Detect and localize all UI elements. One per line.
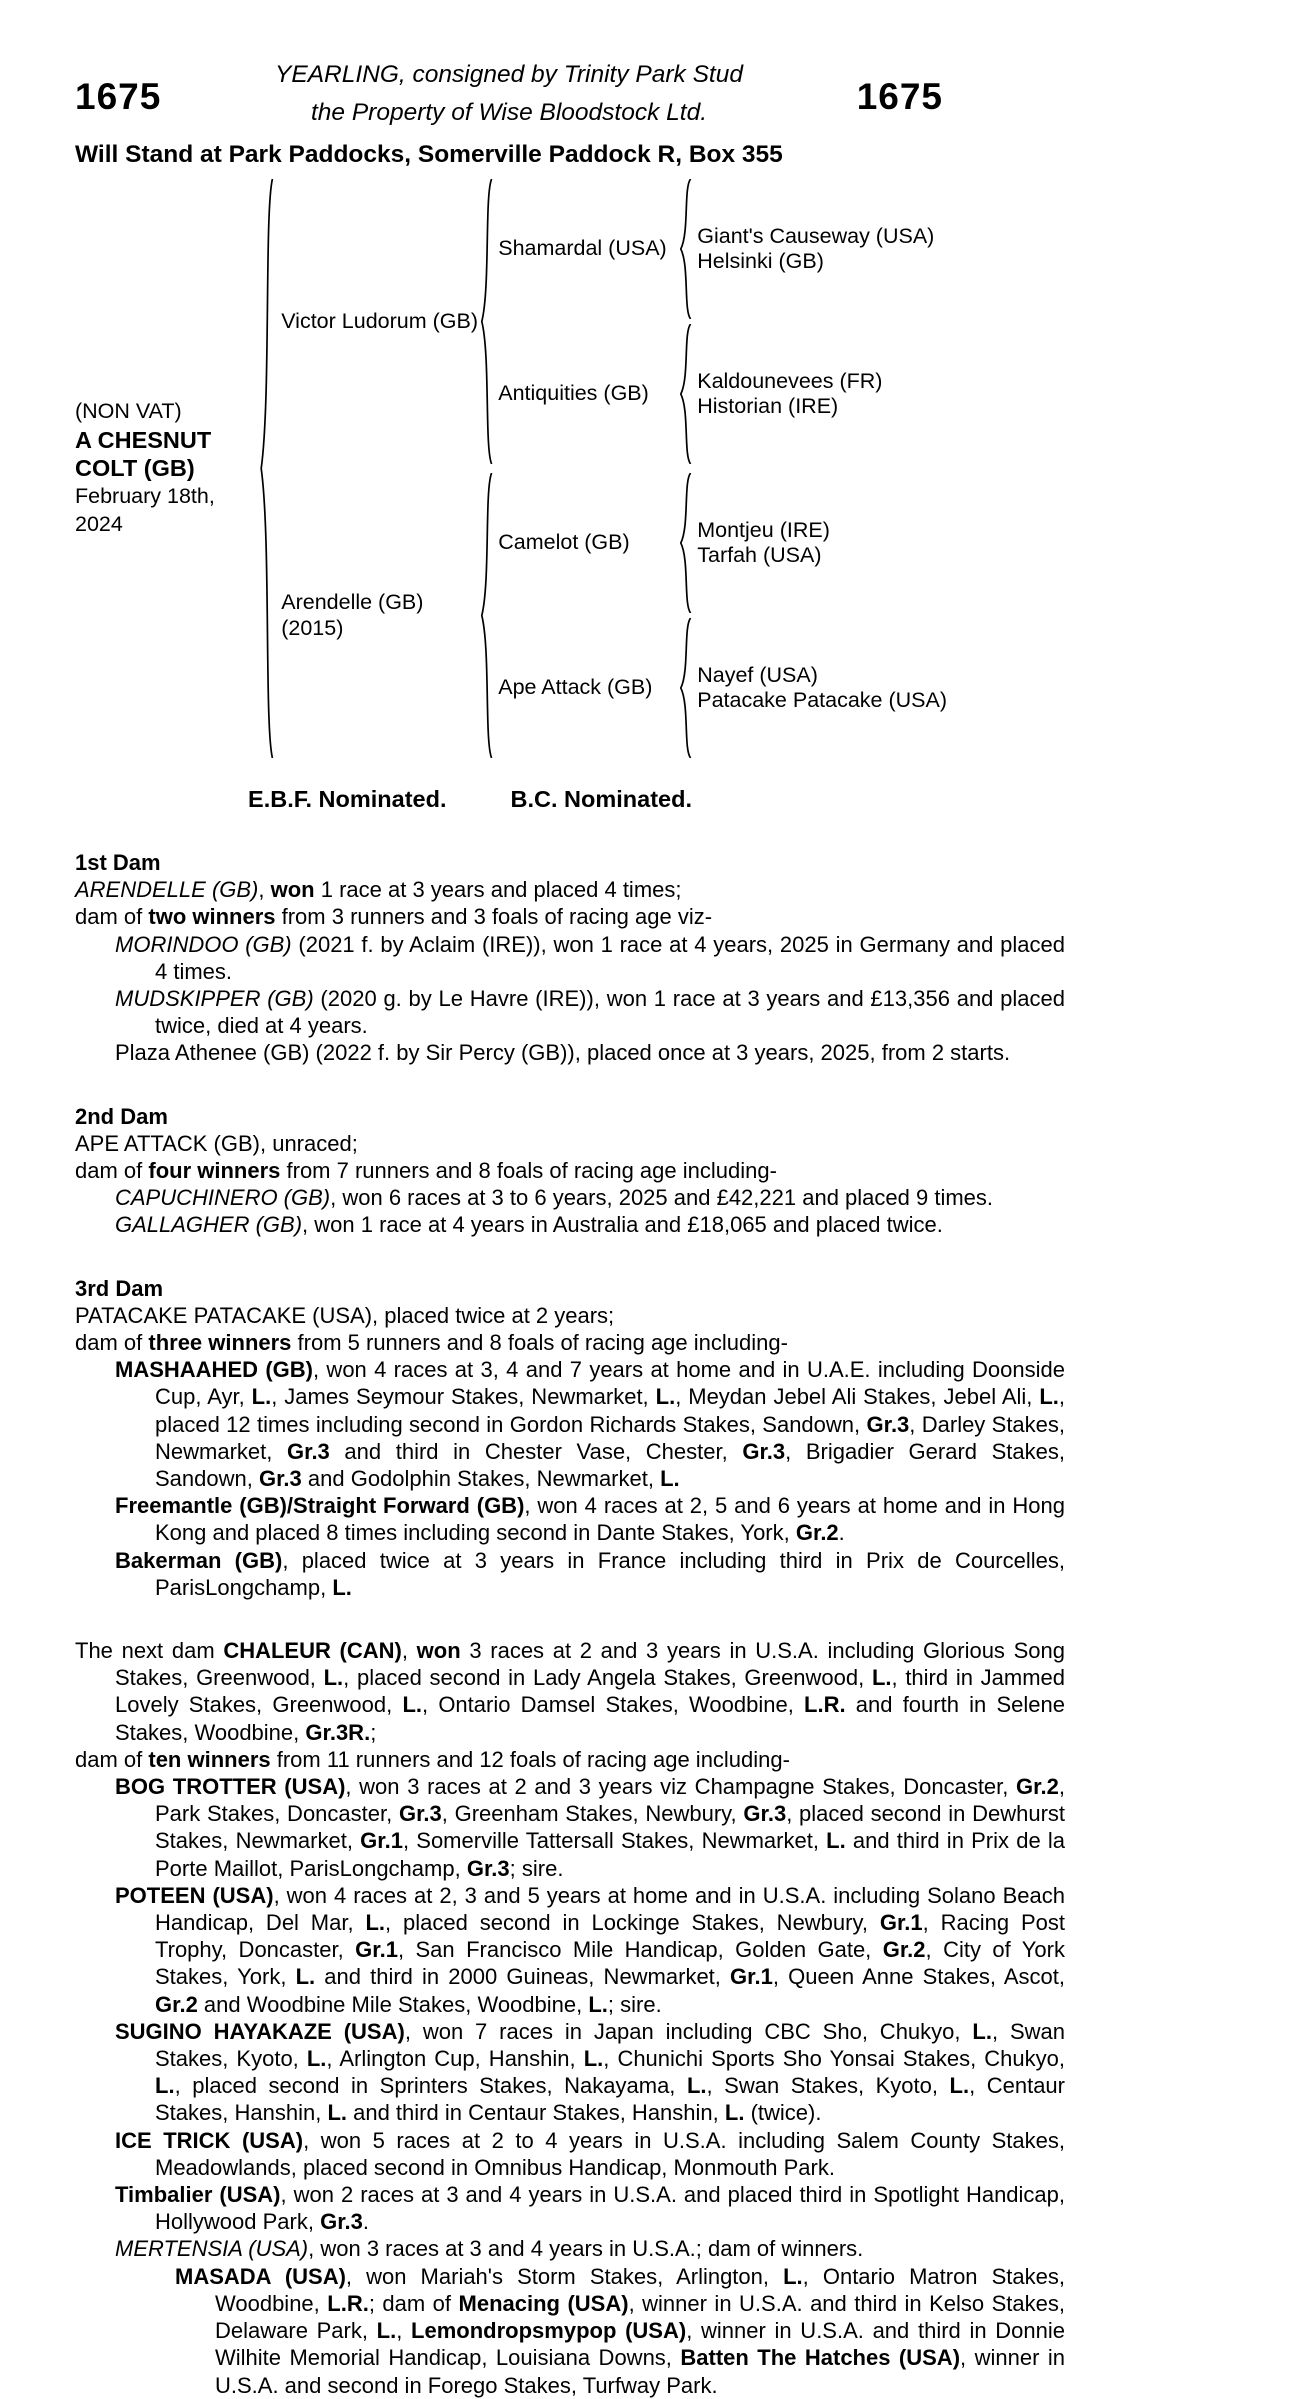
text-run: , won 5 races at 2 to 4 years in U.S.A. including Salem County Stakes, Meadowlands, placed second in Omnibus Handicap, Monmouth Park. bbox=[155, 2127, 1065, 2180]
text-run: POTEEN (USA) bbox=[115, 1882, 274, 1908]
text-run: , Ontario Matron Stakes, Woodbine, bbox=[215, 2263, 1065, 2316]
dam-year: (2015) bbox=[281, 616, 344, 641]
text-run: MORINDOO (GB) bbox=[115, 931, 292, 957]
catalog-paragraph bbox=[75, 2018, 1065, 2127]
text-run: four winners bbox=[148, 1157, 281, 1183]
dam-section bbox=[75, 1275, 1065, 1601]
lot-number-right: 1675 bbox=[856, 76, 943, 117]
text-run: two winners bbox=[148, 904, 276, 930]
text-run: , Brigadier Gerard Stakes, Sandown, bbox=[155, 1438, 1065, 1491]
bc-nominated-label: B.C. Nominated. bbox=[510, 785, 692, 812]
text-run: , won 7 races in Japan including CBC Sho, Chukyo, bbox=[404, 2018, 973, 2044]
text-run: Freemantle (GB)/Straight Forward (GB) bbox=[115, 1493, 525, 1519]
text-run: , placed second in Lockinge Stakes, Newbury, bbox=[385, 1910, 880, 1936]
text-run: from 5 runners and 8 foals of racing age including- bbox=[291, 1329, 788, 1355]
section-heading: 1st Dam bbox=[75, 849, 161, 875]
text-run: 3 races at 2 and 3 years in U.S.A. including Glorious Song Stakes, Greenwood, bbox=[115, 1638, 1065, 1691]
dam-name-text: Arendelle (GB) bbox=[281, 590, 424, 615]
catalog-paragraph bbox=[75, 1184, 1065, 1211]
catalog-paragraph bbox=[75, 1211, 1065, 1238]
great-granddam-name: Tarfah (USA) bbox=[697, 542, 822, 567]
text-run: , winner in U.S.A. and second in Forego Stakes, Turfway Park. bbox=[215, 2345, 1065, 2398]
text-run: , winner in U.S.A. and third in Kelso Stakes, Delaware Park, bbox=[215, 2290, 1065, 2344]
text-run: Gr.3 bbox=[742, 1438, 786, 1464]
maternal-granddam-branch bbox=[498, 618, 947, 758]
catalog-paragraph bbox=[75, 876, 1065, 903]
text-run: Lemondropsmypop (USA) bbox=[411, 2318, 687, 2344]
text-run: ARENDELLE (GB) bbox=[75, 877, 259, 903]
text-run: L. bbox=[402, 1692, 422, 1718]
text-run: L. bbox=[583, 2046, 604, 2072]
colt-info bbox=[75, 398, 256, 538]
text-run: Gr.3 bbox=[286, 1438, 330, 1464]
catalog-paragraph bbox=[75, 2235, 1065, 2262]
catalog-paragraph bbox=[75, 2181, 1065, 2235]
text-run: , Somerville Tattersall Stakes, Newmarket, bbox=[402, 1828, 827, 1854]
text-run: CHALEUR (CAN) bbox=[223, 1638, 402, 1664]
sire-parents bbox=[498, 179, 947, 464]
dam-brace-icon bbox=[479, 473, 493, 758]
great-granddam-name: Helsinki (GB) bbox=[697, 248, 824, 273]
text-run: , won 6 races at 3 to 6 years, 2025 and £42,221 and placed 9 times. bbox=[330, 1185, 994, 1211]
text-run: ; dam of bbox=[368, 2290, 459, 2316]
non-vat-note: (NON VAT) bbox=[75, 399, 182, 424]
pair-brace-icon bbox=[678, 179, 692, 319]
consignment-titles bbox=[161, 56, 856, 132]
text-run: , Racing Post Trophy, Doncaster, bbox=[155, 1910, 1066, 1963]
dam-section bbox=[75, 1637, 1065, 2399]
text-run: and third in Centaur Stakes, Hanshin, bbox=[347, 2100, 725, 2126]
text-run: , won Mariah's Storm Stakes, Arlington, bbox=[345, 2263, 784, 2289]
text-run: L. bbox=[783, 2263, 803, 2289]
pair-brace-icon bbox=[678, 618, 692, 758]
text-run: ; sire. bbox=[509, 1855, 564, 1881]
text-run: L. bbox=[871, 1665, 892, 1691]
text-run: , won 2 races at 3 and 4 years in U.S.A. and placed third in Spotlight Handicap, Hollywood Park, bbox=[155, 2182, 1066, 2235]
text-run: MASHAAHED (GB) bbox=[115, 1357, 313, 1383]
text-run: L. bbox=[724, 2100, 745, 2126]
maternal-grandsire-name: Camelot (GB) bbox=[498, 530, 630, 555]
text-run: , Centaur Stakes, Hanshin, bbox=[155, 2073, 1065, 2126]
text-run: L. bbox=[588, 1991, 608, 2017]
text-run: L. bbox=[972, 2018, 992, 2044]
lot-number-left: 1675 bbox=[75, 76, 162, 117]
text-run: ICE TRICK (USA) bbox=[115, 2127, 304, 2153]
text-run: APE ATTACK (GB), unraced; bbox=[75, 1130, 358, 1156]
text-run: Gr.3 bbox=[466, 1855, 510, 1881]
text-run: L. bbox=[327, 2100, 347, 2126]
catalog-paragraph bbox=[75, 1547, 1065, 1601]
text-run: , won 4 races at 3, 4 and 7 years at home and in U.A.E. including Doonside Cup, Ayr, bbox=[155, 1357, 1065, 1410]
text-run: L. bbox=[660, 1466, 680, 1491]
great-grandsire-name: Giant's Causeway (USA) bbox=[697, 223, 935, 248]
text-run: Gr.2 bbox=[1016, 1774, 1059, 1800]
text-run: , won 4 races at 2, 3 and 5 years at home and in U.S.A. including Solano Beach Handicap, Del Mar, bbox=[155, 1882, 1065, 1936]
text-run: MUDSKIPPER (GB) bbox=[115, 985, 314, 1011]
text-run: , Ontario Damsel Stakes, Woodbine, bbox=[422, 1692, 805, 1718]
text-run: (2020 g. by Le Havre (IRE)), won 1 race at 3 years and £13,356 and placed twice, died at 4 years. bbox=[155, 985, 1065, 1039]
text-run: L. bbox=[686, 2073, 707, 2099]
catalog-paragraph bbox=[75, 1637, 1065, 1746]
text-run: L. bbox=[306, 2046, 327, 2072]
text-run: ; sire. bbox=[607, 1991, 662, 2017]
great-grandsire-name: Montjeu (IRE) bbox=[697, 517, 830, 542]
text-run: , Park Stakes, Doncaster, bbox=[155, 1774, 1065, 1827]
catalog-paragraph bbox=[75, 2127, 1065, 2181]
text-run: (2021 f. by Aclaim (IRE)), won 1 race at 4 years, 2025 in Germany and placed 4 times. bbox=[155, 931, 1065, 984]
text-run: L. bbox=[323, 1665, 344, 1691]
text-run: L. bbox=[655, 1384, 676, 1410]
text-run: , Darley Stakes, Newmarket, bbox=[155, 1411, 1066, 1464]
sire-brace-icon bbox=[479, 179, 493, 464]
text-run: . bbox=[362, 2209, 370, 2235]
text-run: Gr.1 bbox=[879, 1910, 923, 1936]
text-run: L. bbox=[949, 2073, 970, 2099]
catalog-paragraph bbox=[75, 1773, 1065, 1882]
text-run: . bbox=[838, 1520, 845, 1546]
text-run: Gr.2 bbox=[795, 1520, 839, 1546]
text-run: , winner in U.S.A. and third in Donnie Wilhite Memorial Handicap, Louisiana Downs, bbox=[215, 2318, 1065, 2371]
text-run: , bbox=[258, 877, 271, 903]
catalog-paragraph bbox=[75, 931, 1065, 985]
nominations-line bbox=[75, 786, 865, 813]
section-heading: 3rd Dam bbox=[75, 1275, 164, 1301]
great-grandparents bbox=[697, 518, 947, 568]
text-run: (twice). bbox=[744, 2100, 822, 2126]
maternal-grandsire-branch bbox=[498, 473, 947, 613]
text-run: ten winners bbox=[148, 1746, 271, 1772]
text-run: 1 race at 3 years and placed 4 times; bbox=[314, 877, 682, 903]
text-run: and Godolphin Stakes, Newmarket, bbox=[301, 1466, 661, 1491]
text-run: L. bbox=[1039, 1384, 1059, 1410]
catalog-paragraph bbox=[75, 1356, 1065, 1492]
pair-brace-icon bbox=[678, 473, 692, 613]
paternal-granddam-name: Antiquities (GB) bbox=[498, 381, 649, 406]
text-run: MASADA (USA) bbox=[175, 2263, 346, 2289]
great-grandparents bbox=[697, 369, 947, 419]
text-run: L. bbox=[155, 2073, 175, 2099]
text-run: Gr.3 bbox=[258, 1466, 302, 1491]
great-grandsire-name: Nayef (USA) bbox=[697, 662, 818, 687]
paternal-grandsire-branch bbox=[498, 179, 947, 319]
dam-branch bbox=[281, 473, 947, 758]
text-run: from 7 runners and 8 foals of racing age including- bbox=[280, 1157, 777, 1183]
section-heading: 2nd Dam bbox=[75, 1103, 168, 1129]
text-run: , won 1 race at 4 years in Australia and £18,065 and placed twice. bbox=[302, 1212, 943, 1238]
colt-name: A CHESNUT COLT (GB) bbox=[75, 427, 212, 482]
catalog-paragraph bbox=[75, 1746, 1065, 1773]
text-run: Gr.1 bbox=[355, 1937, 398, 1963]
text-run: L.R. bbox=[327, 2290, 369, 2316]
text-run: L. bbox=[826, 1828, 846, 1854]
text-run: , Meydan Jebel Ali Stakes, Jebel Ali, bbox=[675, 1384, 1040, 1410]
text-run: The next dam bbox=[75, 1638, 224, 1664]
text-run: Bakerman (GB) bbox=[115, 1547, 283, 1573]
catalog-paragraph bbox=[75, 985, 1065, 1039]
text-run: , bbox=[401, 1638, 417, 1664]
text-run: , San Francisco Mile Handicap, Golden Gate, bbox=[397, 1937, 883, 1963]
text-run: , Greenham Stakes, Newbury, bbox=[441, 1801, 744, 1827]
text-run: , placed twice at 3 years in France including third in Prix de Courcelles, ParisLongchamp, bbox=[155, 1547, 1065, 1600]
property-line: the Property of Wise Bloodstock Ltd. bbox=[310, 98, 708, 126]
sire-branch bbox=[281, 179, 947, 464]
text-run: Gr.1 bbox=[730, 1964, 773, 1990]
text-run: , placed 12 times including second in Gordon Richards Stakes, Sandown, bbox=[155, 1384, 1066, 1437]
text-run: , Queen Anne Stakes, Ascot, bbox=[772, 1964, 1066, 1990]
text-run: Gr.3 bbox=[866, 1411, 910, 1437]
catalog-paragraph bbox=[75, 1302, 1065, 1329]
text-run: , won 3 races at 2 and 3 years viz Champagne Stakes, Doncaster, bbox=[345, 1774, 1017, 1800]
text-run: L.R. bbox=[804, 1692, 846, 1718]
text-run: , bbox=[396, 2318, 412, 2344]
text-run: Timbalier (USA) bbox=[115, 2182, 281, 2208]
text-run: from 11 runners and 12 foals of racing age including- bbox=[270, 1746, 790, 1772]
text-run: and Woodbine Mile Stakes, Woodbine, bbox=[197, 1991, 589, 2017]
text-run: dam of bbox=[75, 1157, 149, 1183]
catalog-paragraph bbox=[75, 903, 1065, 930]
paternal-granddam-branch bbox=[498, 324, 947, 464]
text-run: dam of bbox=[75, 904, 149, 930]
catalog-paragraph bbox=[75, 1492, 1065, 1546]
catalog-paragraph bbox=[75, 1882, 1065, 2018]
text-run: and third in Chester Vase, Chester, bbox=[329, 1438, 743, 1464]
great-granddam-name: Patacake Patacake (USA) bbox=[697, 687, 947, 712]
stand-location-line: Will Stand at Park Paddocks, Somerville Paddock R, Box 355 bbox=[75, 140, 783, 168]
pedigree-table bbox=[75, 179, 947, 758]
text-run: won bbox=[270, 877, 315, 903]
text-run: MERTENSIA (USA) bbox=[115, 2236, 309, 2262]
text-run: , Swan Stakes, Kyoto, bbox=[155, 2018, 1065, 2072]
ebf-nominated-label: E.B.F. Nominated. bbox=[248, 785, 447, 812]
great-grandparents bbox=[697, 224, 947, 274]
text-run: , placed second in Lady Angela Stakes, Greenwood, bbox=[343, 1665, 872, 1691]
text-run: , won 3 races at 3 and 4 years in U.S.A.; dam of winners. bbox=[308, 2236, 864, 2262]
text-run: L. bbox=[332, 1574, 352, 1600]
catalog-paragraph bbox=[75, 1157, 1065, 1184]
text-run: L. bbox=[376, 2318, 397, 2344]
text-run: Menacing (USA) bbox=[458, 2290, 629, 2316]
text-run: Gr.1 bbox=[360, 1828, 403, 1854]
text-run: , City of York Stakes, York, bbox=[155, 1937, 1065, 1990]
dam-section bbox=[75, 849, 1065, 1067]
text-run: L. bbox=[295, 1964, 316, 1990]
text-run: Gr.3R. bbox=[305, 1719, 371, 1745]
pair-brace-icon bbox=[678, 324, 692, 464]
text-run: Gr.2 bbox=[882, 1937, 926, 1963]
great-grandparents bbox=[697, 663, 947, 713]
text-run: , James Seymour Stakes, Newmarket, bbox=[271, 1384, 656, 1410]
pedigree-text-sections bbox=[75, 849, 1065, 2399]
text-run: SUGINO HAYAKAZE (USA) bbox=[115, 2018, 405, 2044]
page-header bbox=[75, 56, 943, 132]
text-run: dam of bbox=[75, 1329, 149, 1355]
text-run: and fourth in Selene Stakes, Woodbine, bbox=[115, 1692, 1065, 1745]
pedigree-main-brace-icon bbox=[258, 179, 274, 758]
text-run: from 3 runners and 3 foals of racing age viz- bbox=[275, 904, 713, 930]
text-run: PATACAKE PATACAKE (USA), placed twice at 2 years; bbox=[75, 1302, 615, 1328]
text-run: GALLAGHER (GB) bbox=[115, 1212, 303, 1238]
text-run: and third in 2000 Guineas, Newmarket, bbox=[315, 1964, 731, 1990]
catalog-paragraph bbox=[75, 1329, 1065, 1356]
text-run: won bbox=[416, 1638, 461, 1664]
text-run: L. bbox=[251, 1384, 272, 1410]
pedigree-tree bbox=[281, 179, 947, 758]
text-run: ; bbox=[370, 1719, 377, 1745]
text-run: , Chunichi Sports Sho Yonsai Stakes, Chukyo, bbox=[603, 2046, 1065, 2072]
text-run: , won 4 races at 2, 5 and 6 years at home and in Hong Kong and placed 8 times including second in Dante Stakes, York, bbox=[155, 1493, 1065, 1546]
text-run: CAPUCHINERO (GB) bbox=[115, 1185, 331, 1211]
catalog-paragraph bbox=[75, 1130, 1065, 1157]
text-run: L. bbox=[365, 1910, 386, 1936]
sire-name: Victor Ludorum (GB) bbox=[281, 309, 478, 334]
dam-name bbox=[281, 589, 479, 641]
catalog-paragraph bbox=[75, 2263, 1065, 2399]
text-run: Batten The Hatches (USA) bbox=[680, 2345, 961, 2371]
maternal-granddam-name: Ape Attack (GB) bbox=[498, 675, 653, 700]
text-run: Gr.3 bbox=[743, 1801, 787, 1827]
text-run: Plaza Athenee (GB) (2022 f. by Sir Percy (GB)), placed once at 3 years, 2025, from 2 starts. bbox=[115, 1040, 1011, 1066]
text-run: , Arlington Cup, Hanshin, bbox=[326, 2046, 584, 2072]
text-run: and third in Prix de la Porte Maillot, ParisLongchamp, bbox=[155, 1828, 1066, 1881]
great-grandsire-name: Kaldounevees (FR) bbox=[697, 368, 883, 393]
text-run: Gr.2 bbox=[155, 1991, 198, 2017]
consignor-line: YEARLING, consigned by Trinity Park Stud bbox=[275, 61, 743, 88]
text-run: , Swan Stakes, Kyoto, bbox=[706, 2073, 950, 2099]
text-run: Gr.3 bbox=[398, 1801, 442, 1827]
text-run: , third in Jammed Lovely Stakes, Greenwood, bbox=[115, 1665, 1065, 1718]
foal-date: February 18th, 2024 bbox=[75, 483, 215, 536]
dam-parents bbox=[498, 473, 947, 758]
text-run: BOG TROTTER (USA) bbox=[115, 1774, 346, 1800]
text-run: dam of bbox=[75, 1746, 149, 1772]
catalog-paragraph bbox=[75, 1039, 1065, 1066]
dam-section bbox=[75, 1103, 1065, 1239]
text-run: three winners bbox=[148, 1329, 292, 1355]
text-run: , placed second in Sprinters Stakes, Nakayama, bbox=[174, 2073, 687, 2099]
text-run: Gr.3 bbox=[320, 2209, 363, 2235]
great-granddam-name: Historian (IRE) bbox=[697, 393, 839, 418]
text-run: , placed second in Dewhurst Stakes, Newmarket, bbox=[155, 1801, 1066, 1854]
paternal-grandsire-name: Shamardal (USA) bbox=[498, 236, 667, 261]
